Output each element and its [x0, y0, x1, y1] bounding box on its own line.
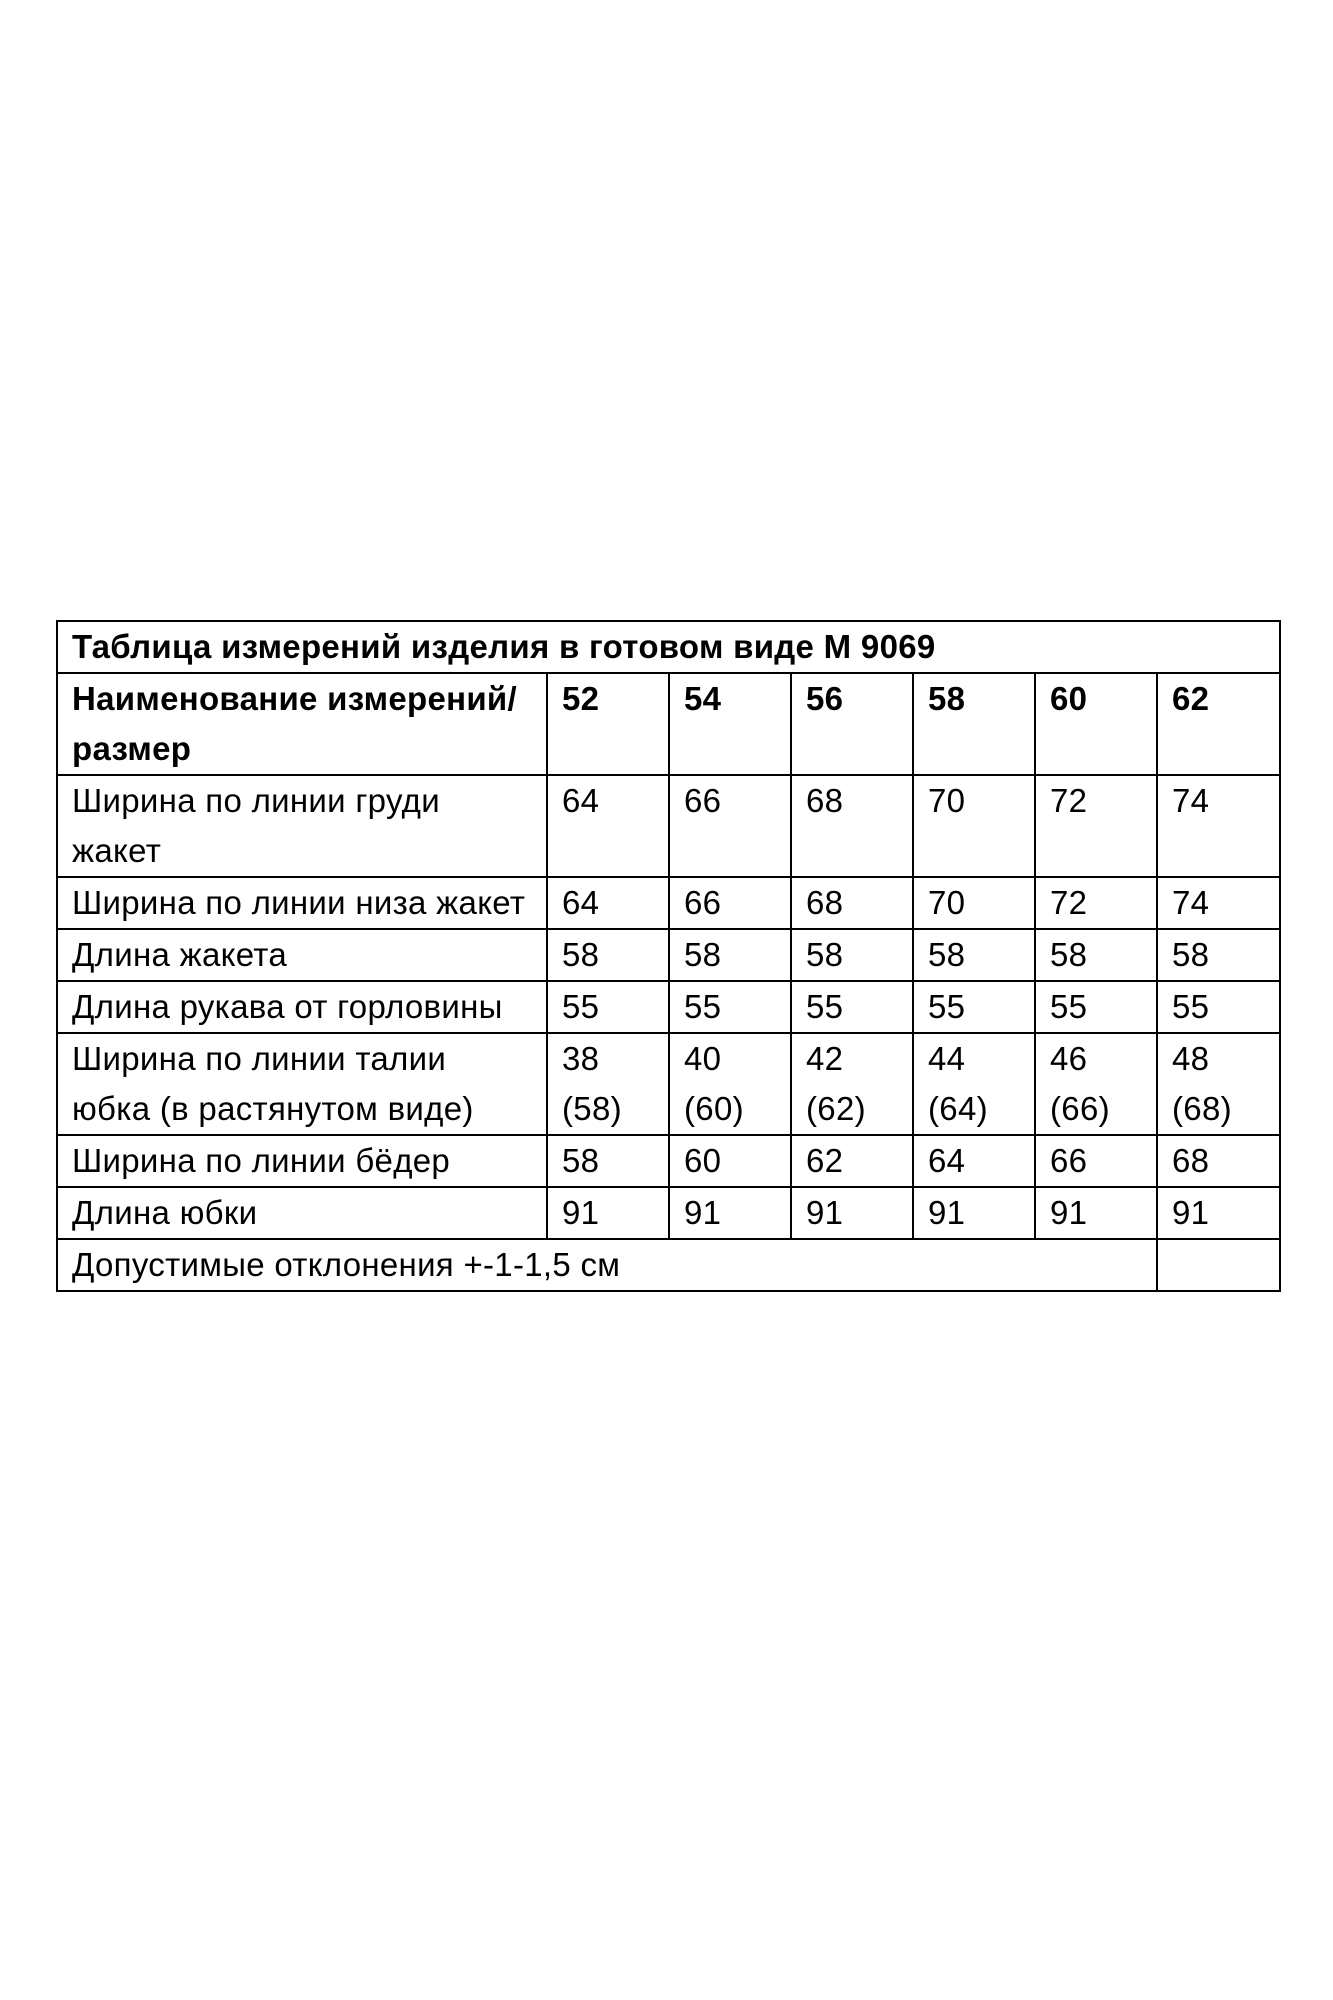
title-row: [57, 621, 1280, 673]
table-cell: 68: [791, 775, 913, 877]
table-cell: 66: [669, 877, 791, 929]
table-cell: 55: [791, 981, 913, 1033]
table-row: [57, 877, 1280, 929]
table-row: [57, 775, 1280, 877]
table-cell: 55: [1035, 981, 1157, 1033]
table-row: [57, 1033, 1280, 1135]
header-name-label: Наименование измерений/размер: [57, 673, 547, 775]
table-cell: 72: [1035, 775, 1157, 877]
table-cell: 55: [547, 981, 669, 1033]
row-label: Ширина по линии низа жакет: [57, 877, 547, 929]
table-cell: 91: [547, 1187, 669, 1239]
table-cell: 58: [669, 929, 791, 981]
table-cell: 70: [913, 775, 1035, 877]
table-cell: 40 (60): [669, 1033, 791, 1135]
row-label: Длина рукава от горловины: [57, 981, 547, 1033]
table-cell: 58: [547, 1135, 669, 1187]
table-cell: 58: [547, 929, 669, 981]
table-cell: 91: [913, 1187, 1035, 1239]
size-header: 54: [669, 673, 791, 775]
table-row: [57, 1187, 1280, 1239]
table-cell: 91: [1157, 1187, 1280, 1239]
row-label: Длина юбки: [57, 1187, 547, 1239]
table-cell: 74: [1157, 775, 1280, 877]
table-cell: 55: [669, 981, 791, 1033]
size-header: 56: [791, 673, 913, 775]
size-header: 62: [1157, 673, 1280, 775]
table-cell: 58: [913, 929, 1035, 981]
table-cell: 58: [1157, 929, 1280, 981]
table-cell: 55: [913, 981, 1035, 1033]
row-label: Ширина по линии бёдер: [57, 1135, 547, 1187]
footer-row: [57, 1239, 1280, 1291]
table-cell: 91: [791, 1187, 913, 1239]
empty-cell: [1157, 1239, 1280, 1291]
table-cell: 72: [1035, 877, 1157, 929]
table-cell: 58: [1035, 929, 1157, 981]
table-cell: 70: [913, 877, 1035, 929]
table-cell: 55: [1157, 981, 1280, 1033]
table-cell: 64: [913, 1135, 1035, 1187]
table-row: [57, 981, 1280, 1033]
table-cell: 74: [1157, 877, 1280, 929]
header-row: [57, 673, 1280, 775]
row-label: Ширина по линии талии юбка (в растянутом виде): [57, 1033, 547, 1135]
table-cell: 68: [791, 877, 913, 929]
table-cell: 68: [1157, 1135, 1280, 1187]
tolerance-note: Допустимые отклонения +-1-1,5 см: [57, 1239, 1157, 1291]
table-cell: 60: [669, 1135, 791, 1187]
table-title: Таблица измерений изделия в готовом виде М 9069: [57, 621, 1280, 673]
table-cell: 38 (58): [547, 1033, 669, 1135]
table-cell: 66: [1035, 1135, 1157, 1187]
table-cell: 64: [547, 877, 669, 929]
table-cell: 91: [1035, 1187, 1157, 1239]
size-header: 52: [547, 673, 669, 775]
row-label: Длина жакета: [57, 929, 547, 981]
row-label: Ширина по линии груди жакет: [57, 775, 547, 877]
table-cell: 46 (66): [1035, 1033, 1157, 1135]
table-cell: 66: [669, 775, 791, 877]
table-row: [57, 929, 1280, 981]
table-cell: 91: [669, 1187, 791, 1239]
table-cell: 42 (62): [791, 1033, 913, 1135]
measurement-table: [56, 620, 1281, 1292]
table-cell: 44 (64): [913, 1033, 1035, 1135]
table-cell: 62: [791, 1135, 913, 1187]
table-cell: 58: [791, 929, 913, 981]
table-cell: 64: [547, 775, 669, 877]
table-cell: 48 (68): [1157, 1033, 1280, 1135]
size-header: 60: [1035, 673, 1157, 775]
table-row: [57, 1135, 1280, 1187]
size-header: 58: [913, 673, 1035, 775]
